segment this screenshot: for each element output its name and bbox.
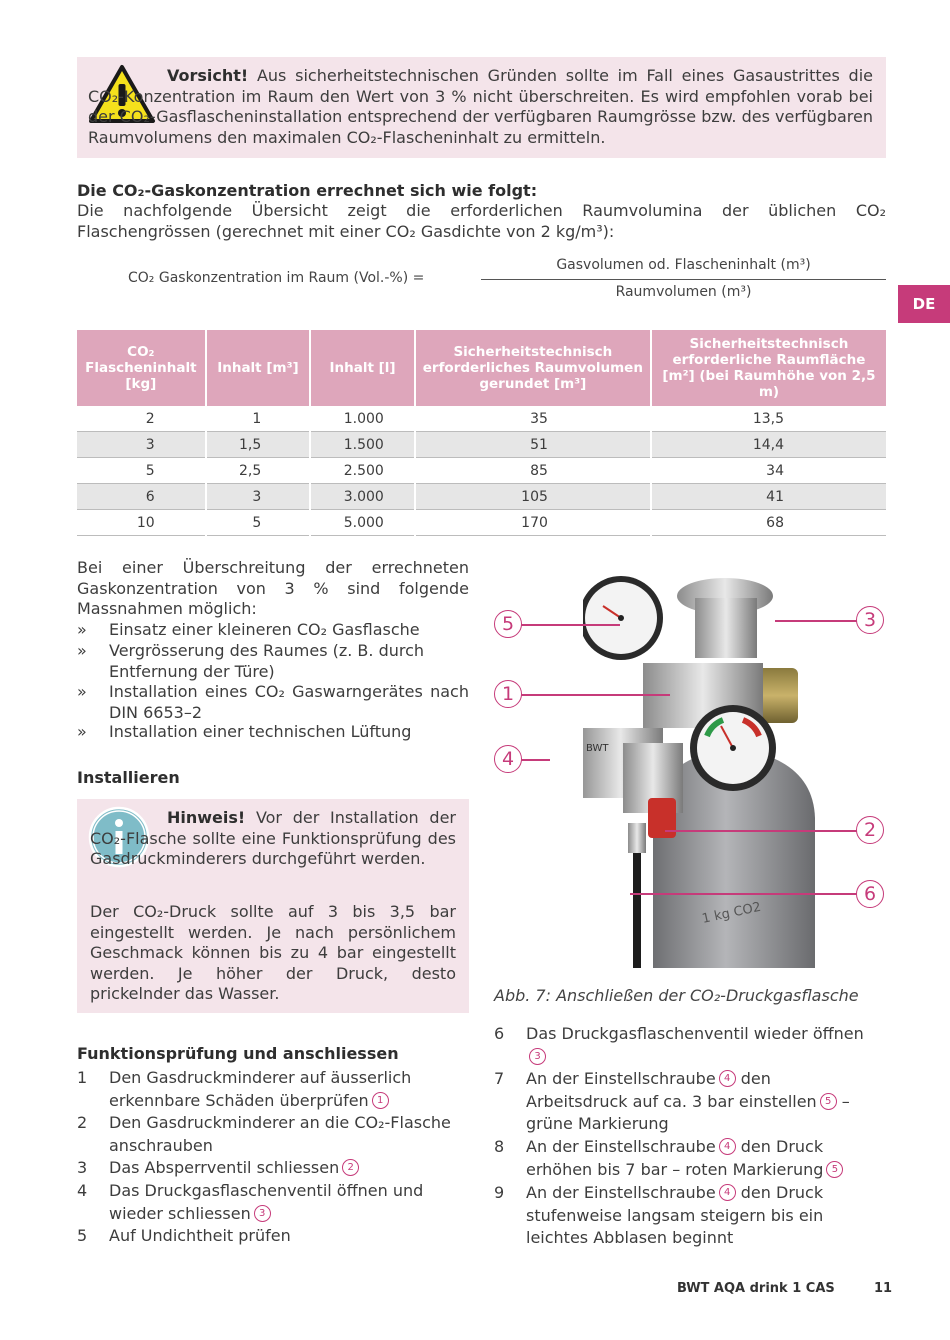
- table-cell: 68: [651, 510, 886, 536]
- table-header: Inhalt [m³]: [206, 330, 311, 406]
- table-row: [77, 484, 886, 510]
- table-cell: 13,5: [651, 406, 886, 432]
- note-body: Vor der Installation der CO₂-Flasche sollte eine Funktionsprüfung des Gasdruckminderers durchgeführt werden.: [90, 808, 456, 868]
- measures-intro: Bei einer Überschreitung der errechneten Gaskonzentration von 3 % sind folgende Massnahmen möglich:: [77, 558, 469, 618]
- ref-marker: 3: [529, 1048, 546, 1065]
- table-header: Sicherheitstechnisch erforderliches Raumvolumen gerundet [m³]: [415, 330, 651, 406]
- table-cell: 3: [77, 432, 206, 458]
- install-heading: Installieren: [77, 768, 180, 787]
- callout-marker: 5: [494, 610, 522, 638]
- list-item-text: Installation einer technischen Lüftung: [109, 722, 412, 741]
- table-cell: 105: [415, 484, 651, 510]
- bullet: »: [77, 682, 87, 701]
- callout-marker: 2: [856, 816, 884, 844]
- ref-marker: 5: [820, 1093, 837, 1110]
- table-cell: 2,5: [206, 458, 311, 484]
- warning-body: Aus sicherheitstechnischen Gründen sollte im Fall eines Gasaustrittes die CO₂-Konzentration im Raum den Wert von 3 % nicht überschreiten. Es wird empfohlen vorab bei der CO₂-Gasflascheninstallation entsprechend der verfügbaren Raumgrösse bzw. des verfügbaren Raumvolumens den maximalen CO₂-Flascheninhalt zu ermitteln.: [88, 66, 874, 147]
- step-text: An der Einstellschraube 4 den Druck stufenweise langsam steigern bis ein leichtes Abblasen beginnt: [526, 1183, 824, 1247]
- callout-line: [775, 620, 857, 622]
- step-number: 7: [494, 1069, 505, 1088]
- step-text: Den Gasdruckminderer an die CO₂-Flasche anschrauben: [109, 1113, 451, 1155]
- table-cell: 1.000: [310, 406, 415, 432]
- table-cell: 5: [206, 510, 311, 536]
- warning-label: Vorsicht!: [167, 66, 249, 85]
- table-cell: 10: [77, 510, 206, 536]
- table-cell: 3.000: [310, 484, 415, 510]
- table-row: [77, 406, 886, 432]
- list-item-text: Einsatz einer kleineren CO₂ Gasflasche: [109, 620, 420, 639]
- ref-marker: 5: [826, 1161, 843, 1178]
- callout-line: [630, 893, 857, 895]
- list-item-text: Installation eines CO₂ Gaswarngerätes nach DIN 6653–2: [109, 682, 469, 722]
- ref-marker: 3: [254, 1205, 271, 1222]
- callout-line: [665, 830, 857, 832]
- callout-marker: 4: [494, 745, 522, 773]
- note-label: Hinweis!: [167, 808, 246, 827]
- footer-title: BWT AQA drink 1 CAS: [677, 1281, 835, 1296]
- table-cell: 14,4: [651, 432, 886, 458]
- intro-text: Die nachfolgende Übersicht zeigt die erforderlichen Raumvolumina der üblichen CO₂ Flaschengrössen (gerechnet mit einer CO₂ Gasdichte von 2 kg/m³):: [77, 201, 886, 241]
- step-number: 1: [77, 1068, 88, 1087]
- table-row: [77, 510, 886, 536]
- ref-marker: 2: [342, 1159, 359, 1176]
- step-text: Das Druckgasflaschenventil öffnen und wieder schliessen 3: [109, 1181, 424, 1223]
- language-tab: DE: [898, 285, 950, 323]
- callout-marker: 3: [856, 606, 884, 634]
- ref-marker: 4: [719, 1070, 736, 1087]
- bullet: »: [77, 620, 87, 639]
- table-cell: 5.000: [310, 510, 415, 536]
- step-text: Das Absperrventil schliessen 2: [109, 1157, 479, 1180]
- formula-numerator: Gasvolumen od. Flascheninhalt (m³): [556, 257, 811, 273]
- step-text: An der Einstellschraube 4 den Arbeitsdruck auf ca. 3 bar einstellen 5 – grüne Markierung: [526, 1069, 850, 1133]
- ref-marker: 4: [719, 1184, 736, 1201]
- table-cell: 2.500: [310, 458, 415, 484]
- table-header-row: [77, 330, 886, 406]
- step-number: 4: [77, 1181, 88, 1200]
- table-header: Inhalt [l]: [310, 330, 415, 406]
- table-cell: 1: [206, 406, 311, 432]
- step-number: 6: [494, 1024, 505, 1043]
- ref-marker: 4: [719, 1138, 736, 1155]
- step-number: 8: [494, 1137, 505, 1156]
- callout-marker: 6: [856, 880, 884, 908]
- co2-regulator-photo: [583, 568, 818, 968]
- formula-left: CO₂ Gaskonzentration im Raum (Vol.-%) =: [128, 270, 425, 286]
- figure-caption: Abb. 7: Anschließen der CO₂-Druckgasflasche: [494, 986, 859, 1005]
- formula-fraction-line: [481, 279, 886, 280]
- step-number: 2: [77, 1113, 88, 1132]
- note-text-2: Der CO₂-Druck sollte auf 3 bis 3,5 bar eingestellt werden. Je nach persönlichem Geschmack können bis zu 4 bar eingestellt werden. Je höher der Druck, desto prickelnder das Wasser.: [90, 902, 456, 1003]
- table-header: Sicherheitstechnisch erforderliche Raumfläche [m²] (bei Raumhöhe von 2,5 m): [651, 330, 886, 406]
- note-text: [90, 808, 456, 870]
- page-number: 11: [874, 1281, 893, 1296]
- table-cell: 2: [77, 406, 206, 432]
- bullet: »: [77, 641, 87, 660]
- table-cell: 85: [415, 458, 651, 484]
- table-row: [77, 432, 886, 458]
- step-number: 5: [77, 1226, 88, 1245]
- table-cell: 5: [77, 458, 206, 484]
- ref-marker: 1: [372, 1092, 389, 1109]
- table-cell: 170: [415, 510, 651, 536]
- co2-table: [77, 330, 886, 536]
- step-text: Das Druckgasflaschenventil wieder öffnen 3: [526, 1023, 886, 1068]
- table-cell: 6: [77, 484, 206, 510]
- bottle-label: 1 kg CO2: [700, 899, 763, 927]
- step-number: 9: [494, 1183, 505, 1202]
- function-test-heading: Funktionsprüfung und anschliessen: [77, 1044, 399, 1063]
- intro-heading: Die CO₂-Gaskonzentration errechnet sich wie folgt:: [77, 181, 538, 200]
- gauge-brand: BWT: [586, 743, 609, 754]
- table-cell: 1.500: [310, 432, 415, 458]
- table-cell: 41: [651, 484, 886, 510]
- list-item-text: Vergrösserung des Raumes (z. B. durch Entfernung der Türe): [109, 641, 425, 681]
- callout-line: [520, 759, 550, 761]
- table-cell: 34: [651, 458, 886, 484]
- step-text: Den Gasdruckminderer auf äusserlich erkennbare Schäden überprüfen 1: [109, 1068, 412, 1110]
- bullet: »: [77, 722, 87, 741]
- callout-line: [520, 624, 620, 626]
- step-text: Auf Undichtheit prüfen: [109, 1226, 291, 1245]
- table-header: CO₂ Flascheninhalt [kg]: [77, 330, 206, 406]
- table-cell: 1,5: [206, 432, 311, 458]
- table-cell: 3: [206, 484, 311, 510]
- step-number: 3: [77, 1158, 88, 1177]
- callout-line: [520, 694, 670, 696]
- table-cell: 35: [415, 406, 651, 432]
- table-cell: 51: [415, 432, 651, 458]
- formula-denominator: Raumvolumen (m³): [615, 284, 752, 300]
- table-row: [77, 458, 886, 484]
- callout-marker: 1: [494, 680, 522, 708]
- warning-text: [88, 66, 873, 148]
- step-text: An der Einstellschraube 4 den Druck erhöhen bis 7 bar – roten Markierung 5: [526, 1136, 866, 1181]
